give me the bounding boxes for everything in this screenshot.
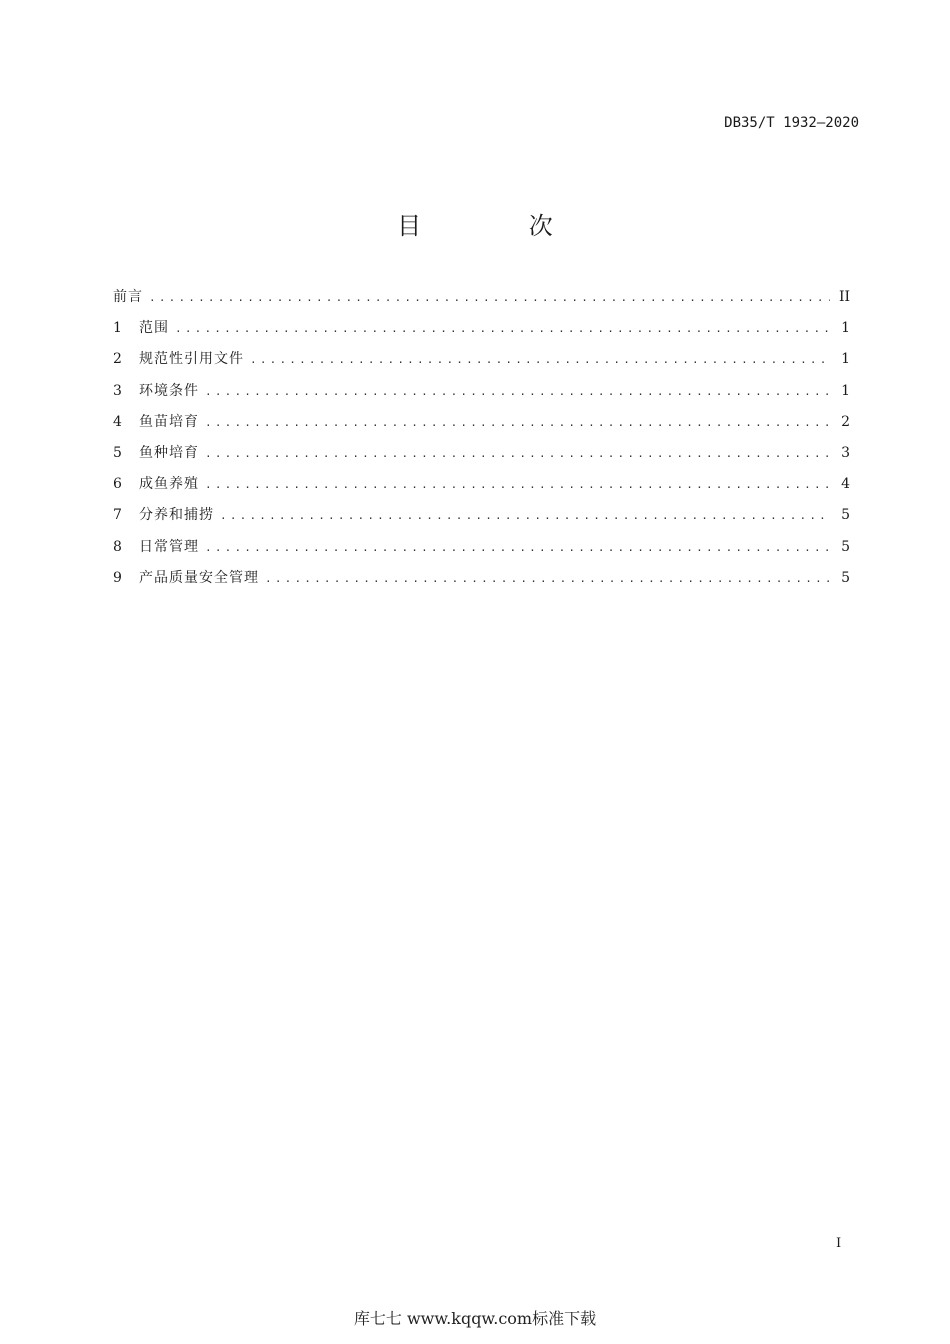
toc-entry-number: 6 (113, 476, 122, 493)
toc-entry-4[interactable] (113, 411, 850, 442)
toc-entry-label: 产品质量安全管理 (139, 569, 259, 586)
toc-entry-page: II (838, 289, 850, 305)
toc-leader-dots (250, 349, 830, 371)
page-number: I (836, 1236, 842, 1251)
toc-entry-page: 5 (841, 507, 850, 524)
watermark-text: 库七七 www.kqqw.com标准下载 (353, 1309, 597, 1328)
toc-entry-2[interactable] (113, 348, 850, 379)
toc-leader-dots (205, 474, 830, 496)
toc-entry-number: 8 (113, 538, 122, 555)
toc-entry-page: 4 (841, 476, 850, 493)
document-code: DB35/T 1932—2020 (724, 115, 859, 131)
toc-entry-label: 环境条件 (139, 382, 199, 399)
toc-entry-foreword[interactable] (113, 286, 850, 317)
toc-entry-number: 2 (113, 351, 122, 368)
toc-entry-page: 1 (841, 382, 850, 399)
toc-entry-8[interactable] (113, 536, 850, 567)
toc-leader-dots (220, 505, 830, 527)
toc-leader-dots (205, 443, 830, 465)
toc-entry-5[interactable] (113, 442, 850, 473)
toc-entry-label: 鱼苗培育 (139, 413, 199, 430)
toc-entry-page: 3 (841, 444, 850, 461)
toc-entry-label: 范围 (139, 320, 169, 337)
toc-entry-label: 分养和捕捞 (139, 507, 214, 524)
toc-entry-page: 1 (841, 320, 850, 337)
toc-entry-label: 规范性引用文件 (139, 351, 244, 368)
toc-entry-label: 日常管理 (139, 538, 199, 555)
toc-entry-label: 前言 (113, 289, 143, 305)
toc-entry-label: 成鱼养殖 (139, 476, 199, 493)
toc-entry-number: 9 (113, 569, 122, 586)
toc-entry-page: 5 (841, 569, 850, 586)
toc-entry-1[interactable] (113, 317, 850, 348)
toc-leader-dots (149, 287, 830, 309)
toc-leader-dots (205, 412, 830, 434)
toc-entry-number: 7 (113, 507, 122, 524)
toc-leader-dots (205, 537, 830, 559)
toc-entry-number: 4 (113, 413, 122, 430)
toc-entry-9[interactable] (113, 567, 850, 598)
toc-entry-page: 1 (841, 351, 850, 368)
toc-leader-dots (205, 381, 830, 403)
toc-entry-label: 鱼种培育 (139, 444, 199, 461)
toc-entry-number: 1 (113, 320, 122, 337)
toc-entry-number: 3 (113, 382, 122, 399)
toc-entry-7[interactable] (113, 504, 850, 535)
table-of-contents (113, 286, 850, 598)
toc-entry-6[interactable] (113, 473, 850, 504)
toc-entry-3[interactable] (113, 380, 850, 411)
toc-leader-dots (175, 318, 830, 340)
toc-leader-dots (265, 568, 830, 590)
toc-entry-page: 5 (841, 538, 850, 555)
toc-entry-page: 2 (841, 413, 850, 430)
toc-entry-number: 5 (113, 444, 122, 461)
page-title: 目 次 (397, 212, 603, 240)
